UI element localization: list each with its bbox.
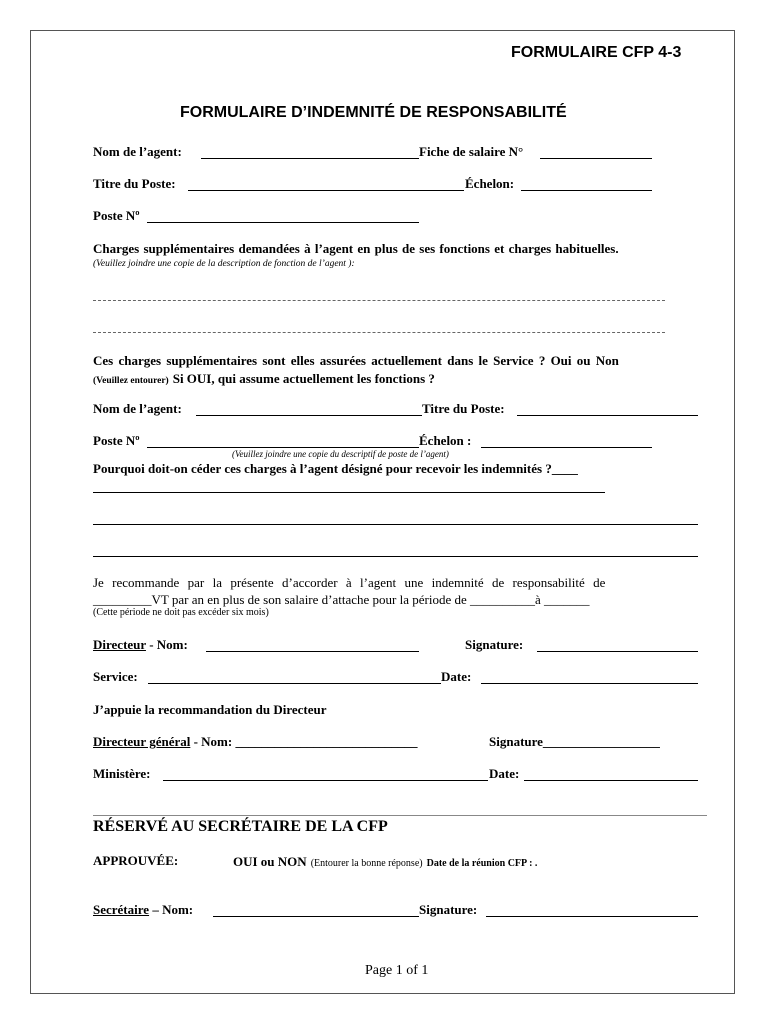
secretaire-signature-field[interactable] xyxy=(486,916,698,917)
service-question-line2 xyxy=(93,370,435,388)
pourquoi-line-2[interactable] xyxy=(93,524,698,525)
poste-no-2-label: Poste Nº xyxy=(93,433,140,448)
secretaire-signature-label: Signature: xyxy=(419,902,478,917)
descriptif-note: (Veuillez joindre une copie du descriptif de poste de l’agent) xyxy=(232,449,449,459)
poste-no-2-field[interactable] xyxy=(147,447,419,448)
qui-assume-text: Si OUI, qui assume actuellement les fonctions ? xyxy=(172,371,435,386)
pourquoi-label: Pourquoi doit-on céder ces charges à l’agent désigné pour recevoir les indemnités ?____ xyxy=(93,461,578,476)
echelon-field[interactable] xyxy=(521,190,652,191)
poste-no-field[interactable] xyxy=(147,222,419,223)
echelon-2-field[interactable] xyxy=(481,447,652,448)
entourer-note: (Veuillez entourer) xyxy=(93,376,169,386)
service-question: Ces charges supplémentaires sont elles assurées actuellement dans le Service ? Oui ou Non xyxy=(93,353,619,368)
nom-agent-2-field[interactable] xyxy=(196,415,422,416)
recommendation-line1: Je recommande par la présente d’accorder à l’agent une indemnité de responsabilité de xyxy=(93,575,606,590)
directeur-date-label: Date: xyxy=(441,669,472,684)
oui-non-note: (Entourer la bonne réponse) xyxy=(310,858,423,869)
echelon-2-label: Échelon : xyxy=(419,433,472,448)
dg-title: Directeur général xyxy=(93,734,191,749)
fiche-salaire-field[interactable] xyxy=(540,158,652,159)
recommendation-line2: _________VT par an en plus de son salaire d’attache pour la période de __________à _______ xyxy=(93,592,590,607)
page-number: Page 1 of 1 xyxy=(365,963,429,978)
titre-poste-2-label: Titre du Poste: xyxy=(422,401,505,416)
dg-nom-suffix: - Nom: ____________________________ xyxy=(190,734,418,749)
charges-note: (Veuillez joindre une copie de la description de fonction de l’agent ): xyxy=(93,259,355,269)
directeur-title: Directeur xyxy=(93,637,146,652)
date-reunion-label: Date de la réunion CFP : . xyxy=(426,858,538,869)
approuvee-line xyxy=(233,853,537,871)
service-label: Service: xyxy=(93,669,138,684)
ministere-label: Ministère: xyxy=(93,766,151,781)
titre-poste-label: Titre du Poste: xyxy=(93,176,176,191)
dg-signature-label: Signature__________________ xyxy=(489,734,660,749)
directeur-date-field[interactable] xyxy=(481,683,698,684)
dg-date-field[interactable] xyxy=(524,780,698,781)
titre-poste-field[interactable] xyxy=(188,190,464,191)
secretaire-nom-field[interactable] xyxy=(213,916,419,917)
reserve-heading: RÉSERVÉ AU SECRÉTAIRE DE LA CFP xyxy=(93,818,388,835)
form-code: FORMULAIRE CFP 4-3 xyxy=(511,44,682,61)
echelon-label: Échelon: xyxy=(465,176,515,191)
pourquoi-line-1[interactable] xyxy=(93,492,605,493)
poste-no-label: Poste Nº xyxy=(93,208,140,223)
dg-nom-label xyxy=(93,734,417,750)
dg-date-label: Date: xyxy=(489,766,520,781)
nom-agent-field[interactable] xyxy=(201,158,419,159)
form-title: FORMULAIRE D’INDEMNITÉ DE RESPONSABILITÉ xyxy=(180,104,567,121)
periode-note: (Cette période ne doit pas excéder six mois) xyxy=(93,607,269,618)
service-field[interactable] xyxy=(148,683,441,684)
nom-agent-2-label: Nom de l’agent: xyxy=(93,401,182,416)
nom-agent-label: Nom de l’agent: xyxy=(93,144,182,159)
charges-line-1[interactable] xyxy=(93,300,665,301)
approuvee-label: APPROUVÉE: xyxy=(93,853,179,868)
directeur-signature-field[interactable] xyxy=(537,651,698,652)
secretaire-title: Secrétaire xyxy=(93,902,150,917)
oui-non-choice[interactable]: OUI ou NON xyxy=(233,854,307,869)
charges-label: Charges supplémentaires demandées à l’agent en plus de ses fonctions et charges habituelles. xyxy=(93,241,619,256)
titre-poste-2-field[interactable] xyxy=(517,415,698,416)
directeur-signature-label: Signature: xyxy=(465,637,524,652)
directeur-nom-label xyxy=(93,637,188,653)
form-border xyxy=(30,30,735,994)
appui-text: J’appuie la recommandation du Directeur xyxy=(93,702,327,717)
secretaire-nom-suffix: – Nom: xyxy=(149,902,194,917)
fiche-salaire-label: Fiche de salaire N° xyxy=(419,144,524,159)
secretaire-nom-label xyxy=(93,902,193,918)
pourquoi-line-3[interactable] xyxy=(93,556,698,557)
directeur-nom-field[interactable] xyxy=(206,651,419,652)
ministere-field[interactable] xyxy=(163,780,488,781)
directeur-nom-suffix: - Nom: xyxy=(145,637,188,652)
charges-line-2[interactable] xyxy=(93,332,665,333)
reserve-separator xyxy=(93,815,707,816)
